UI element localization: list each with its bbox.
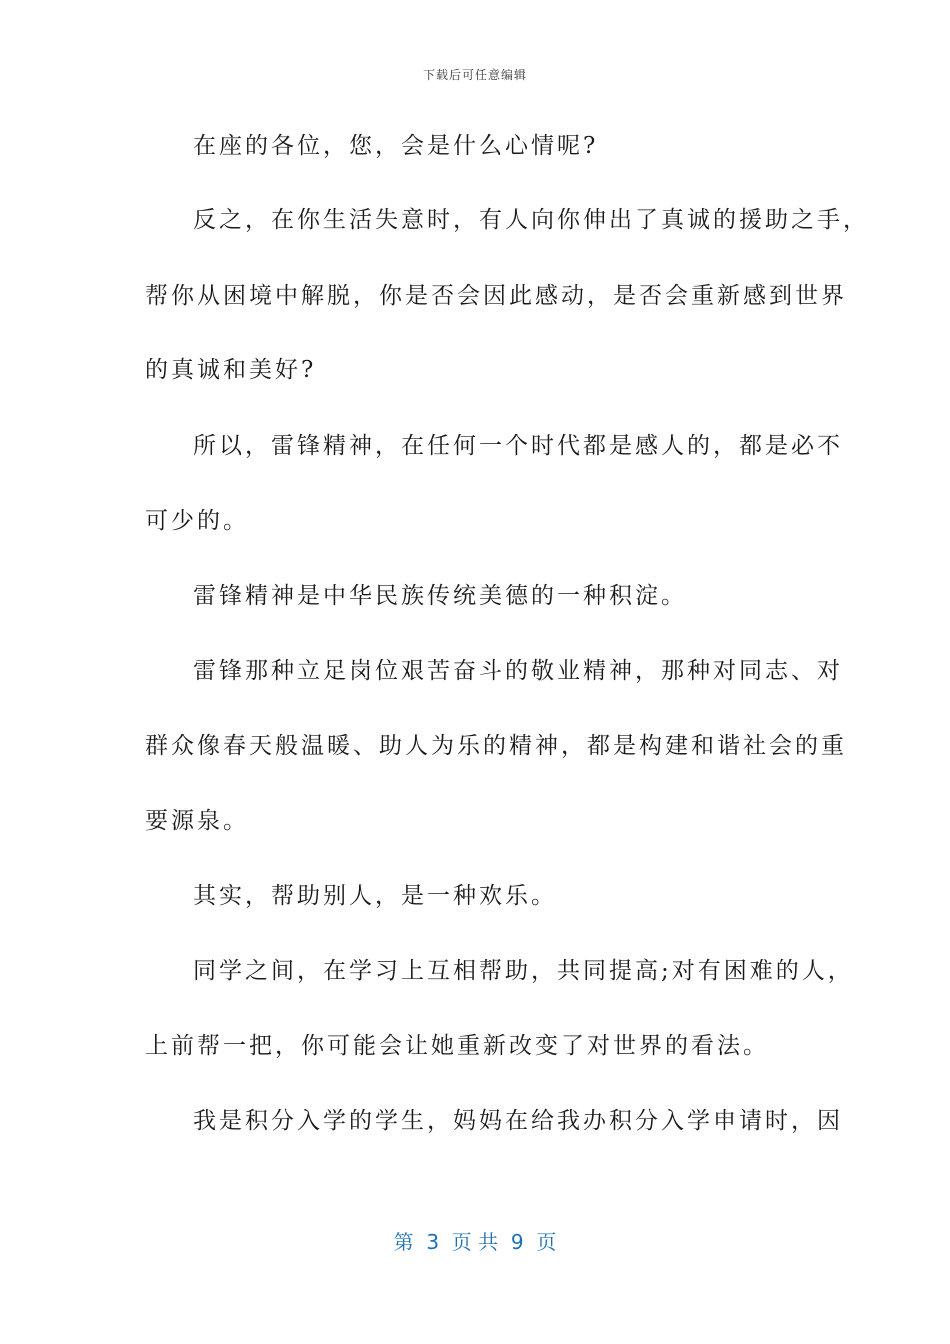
paragraph-line: 帮你从困境中解脱，你是否会因此感动，是否会重新感到世界 (145, 283, 847, 309)
paragraph-line: 的真诚和美好? (145, 357, 317, 383)
paragraph-line: 群众像春天般温暖、助人为乐的精神，都是构建和谐社会的重 (145, 733, 847, 759)
paragraph-line: 要源泉。 (145, 808, 249, 834)
paragraph-line: 其实，帮助别人，是一种欢乐。 (193, 883, 557, 909)
paragraph-line: 我是积分入学的学生，妈妈在给我办积分入学申请时，因 (193, 1108, 843, 1134)
page-header: 下载后可任意编辑 (422, 68, 527, 82)
paragraph-line: 上前帮一把，你可能会让她重新改变了对世界的看法。 (145, 1033, 769, 1059)
paragraph-line: 反之，在你生活失意时，有人向你伸出了真诚的援助之手， (193, 207, 869, 233)
paragraph-line: 雷锋那种立足岗位艰苦奋斗的敬业精神，那种对同志、对 (193, 658, 843, 684)
page-number-footer: 第 3 页 共 9 页 (393, 1230, 557, 1254)
paragraph-line: 在座的各位，您，会是什么心情呢? (193, 133, 599, 159)
paragraph-line: 同学之间，在学习上互相帮助，共同提高;对有困难的人， (193, 958, 854, 984)
paragraph-line: 雷锋精神是中华民族传统美德的一种积淀。 (193, 583, 687, 609)
paragraph-line: 可少的。 (145, 508, 249, 534)
paragraph-line: 所以，雷锋精神，在任何一个时代都是感人的，都是必不 (193, 433, 843, 459)
